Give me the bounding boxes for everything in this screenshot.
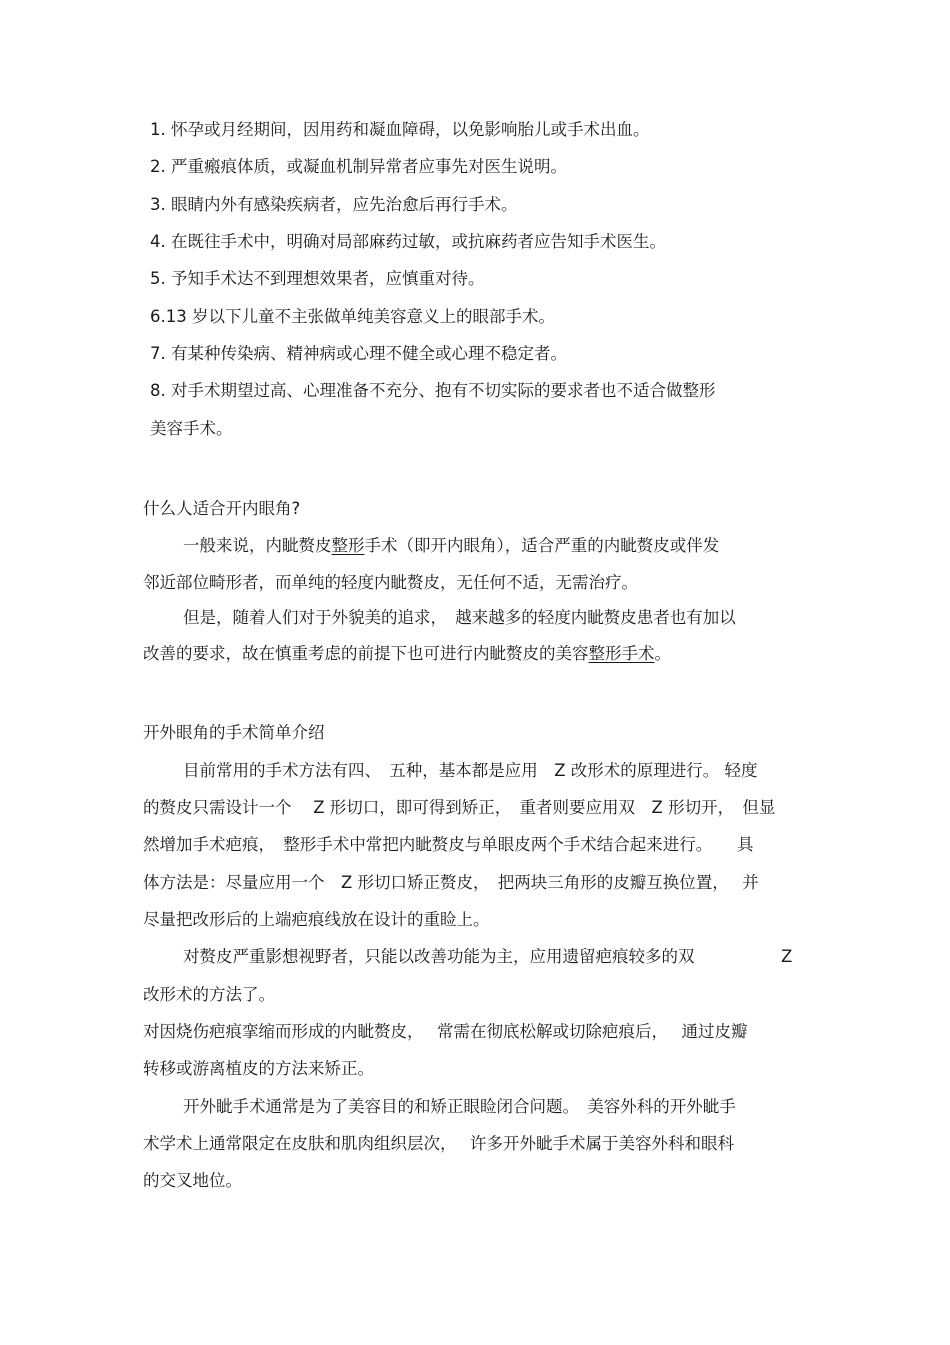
list-item-2: 2. 严重瘢痕体质，或凝血机制异常者应事先对医生说明。 [150, 157, 567, 176]
list-item-1: 1. 怀孕或月经期间，因用药和凝血障碍，以免影响胎儿或手术出血。 [150, 120, 650, 139]
list-item-4: 4. 在既往手术中，明确对局部麻药过敏，或抗麻药者应告知手术医生。 [150, 232, 666, 251]
paragraph-line: 体方法是：尽量应用一个 Z 形切口矫正赘皮， 把两块三角形的皮瓣互换位置， 并 [143, 873, 759, 892]
paragraph-text: 手术（即开内眼角），适合严重的内眦赘皮或伴发 [364, 536, 720, 555]
paragraph-text: 。 [654, 644, 671, 663]
list-item-6: 6.13 岁以下儿童不主张做单纯美容意义上的眼部手术。 [150, 307, 555, 326]
list-item-8: 8. 对手术期望过高、心理准备不充分、抱有不切实际的要求者也不适合做整形 [150, 381, 716, 400]
paragraph-text: 改善的要求，故在慎重考虑的前提下也可进行内眦赘皮的美容 [143, 644, 589, 663]
list-item-3: 3. 眼睛内外有感染疾病者，应先治愈后再行手术。 [150, 195, 518, 214]
paragraph-text: 一般来说，内眦赘皮 [183, 536, 332, 555]
paragraph-line: 转移或游离植皮的方法来矫正。 [143, 1059, 374, 1078]
plastic-surgery-link[interactable]: 整形手术 [588, 644, 655, 663]
paragraph-line: 的赘皮只需设计一个 Z 形切口，即可得到矫正， 重者则要应用双 Z 形切开， 但显 [143, 798, 776, 817]
section-heading-outer-canthus: 开外眼角的手术简单介绍 [143, 723, 325, 742]
paragraph-line: 尽量把改形后的上端疤痕线放在设计的重睑上。 [143, 910, 490, 929]
paragraph-line: 但是，随着人们对于外貌美的追求， 越来越多的轻度内眦赘皮患者也有加以 [183, 608, 736, 627]
plastic-surgery-link[interactable]: 整形 [331, 536, 365, 555]
section-heading-inner-canthus: 什么人适合开内眼角? [143, 499, 301, 518]
paragraph-line: 改形术的方法了。 [143, 985, 275, 1004]
list-item-8-continued: 美容手术。 [150, 419, 233, 438]
paragraph-line: 邻近部位畸形者，而单纯的轻度内眦赘皮，无任何不适，无需治疗。 [143, 573, 638, 592]
paragraph-line [143, 643, 671, 665]
list-item-5: 5. 予知手术达不到理想效果者，应慎重对待。 [150, 269, 485, 288]
paragraph-line: 对因烧伤疤痕挛缩而形成的内眦赘皮， 常需在彻底松解或切除疤痕后， 通过皮瓣 [143, 1022, 748, 1041]
paragraph-line: 术学术上通常限定在皮肤和肌肉组织层次， 许多开外眦手术属于美容外科和眼科 [143, 1134, 734, 1153]
paragraph-line: 的交叉地位。 [143, 1171, 242, 1190]
paragraph-line [183, 535, 719, 557]
paragraph-line: 开外眦手术通常是为了美容目的和矫正眼睑闭合问题。 美容外科的开外眦手 [183, 1097, 736, 1116]
paragraph-line: 目前常用的手术方法有四、 五种，基本都是应用 Z 改形术的原理进行。 轻度 [183, 761, 758, 780]
paragraph-line: 然增加手术疤痕， 整形手术中常把内眦赘皮与单眼皮两个手术结合起来进行。 具 [143, 835, 754, 854]
paragraph-text: Z [781, 947, 793, 966]
list-item-7: 7. 有某种传染病、精神病或心理不健全或心理不稳定者。 [150, 344, 567, 363]
paragraph-line: 对赘皮严重影想视野者，只能以改善功能为主，应用遗留疤痕较多的双 [183, 947, 695, 966]
